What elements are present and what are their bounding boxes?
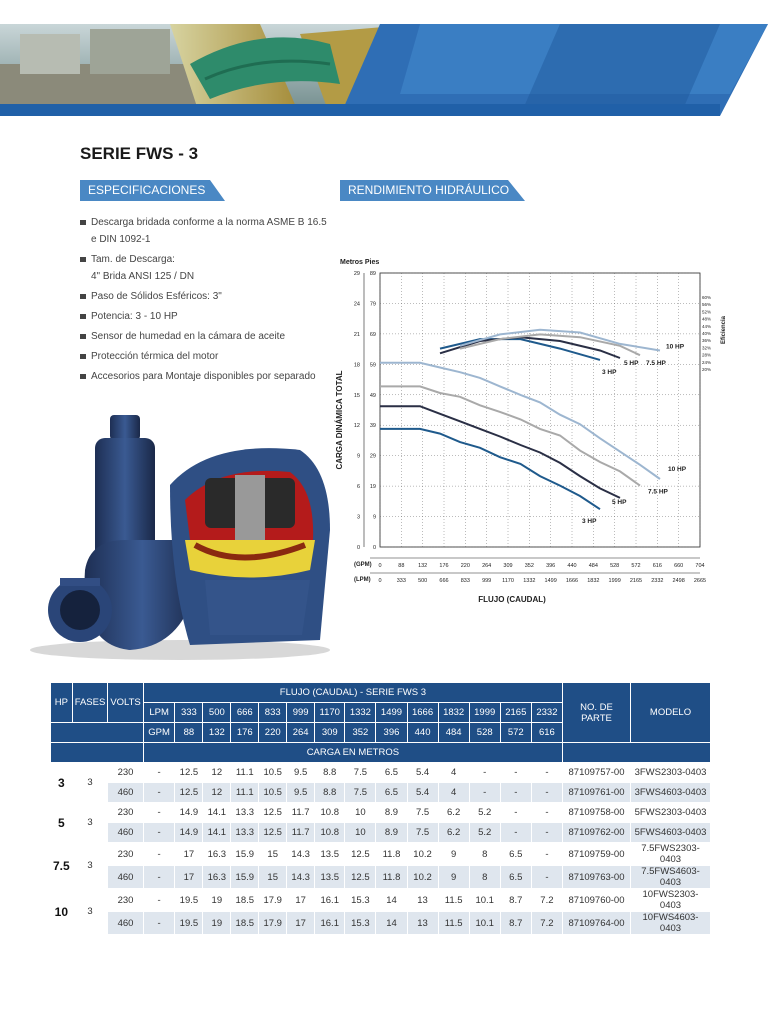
head-cell: 10.1 bbox=[469, 889, 500, 912]
head-cell: 12.5 bbox=[345, 866, 376, 889]
x-tick-gpm: 176 bbox=[439, 563, 449, 569]
head-cell: - bbox=[143, 866, 175, 889]
head-cell: 19 bbox=[203, 889, 231, 912]
head-cell: 8.9 bbox=[376, 823, 407, 843]
header-flow: FLUJO (CAUDAL) - SERIE FWS 3 bbox=[143, 683, 562, 703]
head-cell: 14.1 bbox=[203, 803, 231, 823]
head-cell: 17.9 bbox=[259, 912, 287, 935]
x-tick-lpm: 1666 bbox=[565, 578, 579, 584]
lpm-cell: 1499 bbox=[376, 703, 407, 723]
head-cell: 8.7 bbox=[500, 912, 531, 935]
model-cell: 7.5FWS4603-0403 bbox=[631, 866, 711, 889]
head-cell: 4 bbox=[438, 763, 469, 783]
head-cell: 17 bbox=[287, 889, 315, 912]
y-tick-feet: 89 bbox=[369, 271, 376, 277]
head-cell: 7.2 bbox=[531, 912, 562, 935]
head-cell: - bbox=[531, 803, 562, 823]
head-cell: - bbox=[531, 763, 562, 783]
head-cell: 14.1 bbox=[203, 823, 231, 843]
lpm-label: LPM bbox=[143, 703, 175, 723]
head-cell: 14.3 bbox=[287, 866, 315, 889]
x-tick-gpm: 528 bbox=[610, 563, 620, 569]
header-volts: VOLTS bbox=[108, 683, 143, 723]
head-cell: 10.2 bbox=[407, 866, 438, 889]
head-cell: - bbox=[143, 912, 175, 935]
efficiency-tick: 24% bbox=[702, 359, 712, 365]
part-number-cell: 87109764-00 bbox=[563, 912, 631, 935]
lpm-cell: 333 bbox=[175, 703, 203, 723]
head-cell: 5.4 bbox=[407, 783, 438, 803]
y-tick-feet: 9 bbox=[372, 514, 376, 521]
head-cell: - bbox=[531, 823, 562, 843]
head-cell: 5.2 bbox=[469, 803, 500, 823]
header-hp: HP bbox=[51, 683, 73, 723]
head-cell: 13.3 bbox=[231, 823, 259, 843]
fases-cell: 3 bbox=[72, 889, 108, 935]
y-tick-feet: 0 bbox=[372, 545, 376, 551]
lpm-cell: 1170 bbox=[315, 703, 345, 723]
head-cell: 8 bbox=[469, 866, 500, 889]
volts-cell: 460 bbox=[108, 783, 143, 803]
y-tick-feet: 79 bbox=[369, 301, 376, 308]
hp-cell: 10 bbox=[51, 889, 73, 935]
model-cell: 7.5FWS2303-0403 bbox=[631, 843, 711, 866]
hp-cell: 5 bbox=[51, 803, 73, 843]
head-cell: 11.8 bbox=[376, 866, 407, 889]
lpm-cell: 999 bbox=[287, 703, 315, 723]
head-cell: 10 bbox=[345, 823, 376, 843]
head-cell: 6.5 bbox=[376, 783, 407, 803]
gpm-axis-label: (GPM) bbox=[354, 562, 372, 568]
y-tick-meters: 9 bbox=[356, 453, 360, 460]
head-cell: 11.8 bbox=[376, 843, 407, 866]
chart-y-label: CARGA DINÁMICA TOTAL bbox=[335, 370, 344, 470]
lpm-cell: 2165 bbox=[500, 703, 531, 723]
volts-cell: 230 bbox=[108, 843, 143, 866]
x-tick-gpm: 220 bbox=[460, 563, 470, 569]
fases-cell: 3 bbox=[72, 763, 108, 803]
x-tick-gpm: 660 bbox=[674, 563, 684, 569]
hydraulic-section-title: RENDIMIENTO HIDRÁULICO bbox=[348, 183, 510, 197]
x-tick-lpm: 1332 bbox=[523, 578, 536, 584]
head-cell: 8.9 bbox=[376, 803, 407, 823]
head-cell: 7.5 bbox=[345, 763, 376, 783]
head-cell: 10.8 bbox=[315, 803, 345, 823]
head-cell: 13.5 bbox=[315, 843, 345, 866]
head-cell: 19.5 bbox=[175, 889, 203, 912]
specs-list bbox=[80, 214, 330, 388]
table-row bbox=[51, 803, 711, 823]
head-cell: 16.1 bbox=[315, 889, 345, 912]
head-cell: - bbox=[531, 843, 562, 866]
lpm-cell: 2332 bbox=[531, 703, 562, 723]
head-cell: 10.8 bbox=[315, 823, 345, 843]
head-cell: 8.7 bbox=[500, 889, 531, 912]
model-cell: 10FWS2303-0403 bbox=[631, 889, 711, 912]
efficiency-tick: 36% bbox=[702, 338, 712, 344]
head-cell: 8.8 bbox=[315, 783, 345, 803]
head-cell: 18.5 bbox=[231, 912, 259, 935]
table-row bbox=[51, 763, 711, 783]
gpm-label: GPM bbox=[143, 723, 175, 743]
head-cell: 13.3 bbox=[231, 803, 259, 823]
efficiency-curve-label: 3 HP bbox=[602, 368, 617, 376]
lpm-cell: 1832 bbox=[438, 703, 469, 723]
x-tick-gpm: 572 bbox=[631, 563, 641, 569]
spec-item: Accesorios para Montaje disponibles por separado bbox=[80, 368, 330, 385]
head-cell: - bbox=[143, 803, 175, 823]
head-cell: 15.9 bbox=[231, 866, 259, 889]
head-cell: 17 bbox=[175, 866, 203, 889]
hydraulic-section-tab bbox=[340, 180, 525, 201]
head-cell: - bbox=[143, 823, 175, 843]
x-tick-gpm: 88 bbox=[398, 563, 405, 569]
x-tick-gpm: 440 bbox=[567, 563, 577, 569]
lpm-cell: 1999 bbox=[469, 703, 500, 723]
head-cell: 14.9 bbox=[175, 823, 203, 843]
spec-item: Tam. de Descarga: 4" Brida ANSI 125 / DN bbox=[80, 251, 330, 285]
y-tick-meters: 3 bbox=[356, 514, 360, 521]
y-tick-feet: 19 bbox=[369, 484, 376, 491]
head-cell: 5.2 bbox=[469, 823, 500, 843]
head-cell: - bbox=[469, 763, 500, 783]
chart-y-units: Metros Pies bbox=[340, 259, 380, 266]
spec-item: Potencia: 3 - 10 HP bbox=[80, 308, 330, 325]
specs-section-title: ESPECIFICACIONES bbox=[88, 183, 206, 197]
model-cell: 10FWS4603-0403 bbox=[631, 912, 711, 935]
head-cell: 9 bbox=[438, 843, 469, 866]
head-cell: 7.5 bbox=[345, 783, 376, 803]
head-cell: - bbox=[500, 803, 531, 823]
performance-table bbox=[50, 682, 711, 935]
table-row bbox=[51, 843, 711, 866]
head-cell: 11.7 bbox=[287, 823, 315, 843]
head-cell: 7.5 bbox=[407, 823, 438, 843]
head-cell: 14 bbox=[376, 889, 407, 912]
head-cell: - bbox=[469, 783, 500, 803]
x-tick-lpm: 333 bbox=[396, 578, 406, 584]
head-cell: 10 bbox=[345, 803, 376, 823]
x-tick-lpm: 1170 bbox=[502, 578, 514, 584]
head-cell: 15.9 bbox=[231, 843, 259, 866]
x-tick-lpm: 833 bbox=[460, 578, 470, 584]
gpm-cell: 264 bbox=[287, 723, 315, 743]
y-tick-meters: 12 bbox=[353, 423, 360, 430]
head-cell: 13.5 bbox=[315, 866, 345, 889]
y-tick-feet: 49 bbox=[369, 392, 376, 399]
volts-cell: 460 bbox=[108, 866, 143, 889]
x-tick-lpm: 1499 bbox=[544, 578, 557, 584]
gpm-cell: 616 bbox=[531, 723, 562, 743]
gpm-cell: 352 bbox=[345, 723, 376, 743]
volts-cell: 460 bbox=[108, 912, 143, 935]
x-tick-gpm: 264 bbox=[482, 563, 492, 569]
head-cell: 12 bbox=[203, 763, 231, 783]
y-tick-meters: 6 bbox=[356, 484, 360, 491]
head-cell: 11.5 bbox=[438, 912, 469, 935]
head-cell: 11.7 bbox=[287, 803, 315, 823]
head-cell: 19 bbox=[203, 912, 231, 935]
head-cell: - bbox=[143, 889, 175, 912]
head-cell: - bbox=[143, 783, 175, 803]
head-cell: 6.5 bbox=[376, 763, 407, 783]
model-cell: 3FWS4603-0403 bbox=[631, 783, 711, 803]
gpm-cell: 484 bbox=[438, 723, 469, 743]
head-cell: 15 bbox=[259, 843, 287, 866]
x-tick-lpm: 2165 bbox=[629, 578, 643, 584]
efficiency-tick: 52% bbox=[702, 309, 712, 315]
spec-item: Paso de Sólidos Esféricos: 3" bbox=[80, 288, 330, 305]
gpm-cell: 572 bbox=[500, 723, 531, 743]
head-cell: 9.5 bbox=[287, 763, 315, 783]
head-cell: - bbox=[500, 823, 531, 843]
y-tick-feet: 39 bbox=[369, 423, 376, 430]
volts-cell: 230 bbox=[108, 763, 143, 783]
lpm-cell: 500 bbox=[203, 703, 231, 723]
gpm-cell: 396 bbox=[376, 723, 407, 743]
x-tick-lpm: 2332 bbox=[651, 578, 664, 584]
gpm-cell: 132 bbox=[203, 723, 231, 743]
header-model: MODELO bbox=[631, 683, 711, 743]
x-tick-gpm: 616 bbox=[652, 563, 662, 569]
head-cell: - bbox=[143, 843, 175, 866]
x-tick-gpm: 132 bbox=[418, 563, 428, 569]
head-cell: - bbox=[500, 783, 531, 803]
model-cell: 5FWS2303-0403 bbox=[631, 803, 711, 823]
x-tick-lpm: 1999 bbox=[608, 578, 621, 584]
head-cell: 10.1 bbox=[469, 912, 500, 935]
head-cell: 14.9 bbox=[175, 803, 203, 823]
efficiency-tick: 48% bbox=[702, 316, 712, 322]
x-tick-gpm: 352 bbox=[524, 563, 534, 569]
y-tick-meters: 29 bbox=[353, 271, 360, 277]
spec-item: Protección térmica del motor bbox=[80, 348, 330, 365]
part-number-cell: 87109763-00 bbox=[563, 866, 631, 889]
head-cell: 6.2 bbox=[438, 803, 469, 823]
x-tick-gpm: 484 bbox=[588, 563, 598, 569]
head-cell: 16.3 bbox=[203, 866, 231, 889]
head-cell: 11.1 bbox=[231, 763, 259, 783]
y-tick-meters: 24 bbox=[353, 301, 360, 308]
efficiency-tick: 32% bbox=[702, 345, 712, 351]
page-title: SERIE FWS - 3 bbox=[80, 144, 199, 163]
head-cell: 12.5 bbox=[345, 843, 376, 866]
head-cell: 12.5 bbox=[175, 783, 203, 803]
head-cell: 19.5 bbox=[175, 912, 203, 935]
x-tick-lpm: 2665 bbox=[693, 578, 707, 584]
head-cell: - bbox=[531, 866, 562, 889]
chart-x-label: FLUJO (CAUDAL) bbox=[478, 595, 546, 604]
head-cell: 12.5 bbox=[175, 763, 203, 783]
head-curve-label: 3 HP bbox=[582, 518, 597, 526]
spec-item: Descarga bridada conforme a la norma ASME B 16.5 e DIN 1092-1 bbox=[80, 214, 330, 248]
performance-chart bbox=[330, 255, 740, 615]
gpm-cell: 528 bbox=[469, 723, 500, 743]
gpm-cell: 309 bbox=[315, 723, 345, 743]
chart-efficiency-label: Eficiencia bbox=[721, 315, 727, 345]
part-number-cell: 87109760-00 bbox=[563, 889, 631, 912]
x-tick-lpm: 0 bbox=[378, 578, 382, 584]
lpm-cell: 666 bbox=[231, 703, 259, 723]
x-tick-gpm: 704 bbox=[695, 563, 705, 569]
head-cell: 16.3 bbox=[203, 843, 231, 866]
y-tick-feet: 29 bbox=[369, 453, 376, 460]
head-cell: 5.4 bbox=[407, 763, 438, 783]
head-cell: 6.5 bbox=[500, 866, 531, 889]
head-cell: 6.2 bbox=[438, 823, 469, 843]
volts-cell: 230 bbox=[108, 889, 143, 912]
head-cell: 11.5 bbox=[438, 889, 469, 912]
x-tick-lpm: 1832 bbox=[587, 578, 600, 584]
table-row bbox=[51, 889, 711, 912]
gpm-cell: 88 bbox=[175, 723, 203, 743]
y-tick-feet: 59 bbox=[369, 362, 376, 369]
pump-image bbox=[30, 410, 340, 665]
part-number-cell: 87109762-00 bbox=[563, 823, 631, 843]
head-cell: 6.5 bbox=[500, 843, 531, 866]
table-row bbox=[51, 866, 711, 889]
head-cell: 8 bbox=[469, 843, 500, 866]
efficiency-tick: 56% bbox=[702, 302, 712, 308]
head-cell: 15 bbox=[259, 866, 287, 889]
header-part: NO. DE PARTE bbox=[563, 683, 631, 743]
table-row bbox=[51, 912, 711, 935]
fases-cell: 3 bbox=[72, 843, 108, 889]
efficiency-tick: 20% bbox=[702, 367, 712, 372]
efficiency-tick: 40% bbox=[702, 331, 712, 336]
head-cell: 10.5 bbox=[259, 783, 287, 803]
head-curve-label: 10 HP bbox=[668, 465, 687, 473]
head-cell: 15.3 bbox=[345, 912, 376, 935]
hp-cell: 3 bbox=[51, 763, 73, 803]
y-tick-meters: 18 bbox=[353, 362, 360, 369]
x-tick-gpm: 396 bbox=[546, 563, 556, 569]
part-number-cell: 87109757-00 bbox=[563, 763, 631, 783]
fases-cell: 3 bbox=[72, 803, 108, 843]
head-curve-label: 7.5 HP bbox=[648, 488, 668, 496]
x-tick-lpm: 2498 bbox=[672, 578, 685, 584]
part-number-cell: 87109759-00 bbox=[563, 843, 631, 866]
gpm-cell: 440 bbox=[407, 723, 438, 743]
head-cell: 16.1 bbox=[315, 912, 345, 935]
y-tick-meters: 21 bbox=[353, 331, 360, 338]
lpm-cell: 1666 bbox=[407, 703, 438, 723]
head-cell: 13 bbox=[407, 889, 438, 912]
head-cell: 17 bbox=[287, 912, 315, 935]
head-cell: - bbox=[531, 783, 562, 803]
header-banner bbox=[0, 24, 768, 116]
head-cell: 14.3 bbox=[287, 843, 315, 866]
head-cell: 9 bbox=[438, 866, 469, 889]
x-tick-gpm: 309 bbox=[503, 563, 513, 569]
head-cell: 8.8 bbox=[315, 763, 345, 783]
efficiency-curve-label: 5 HP bbox=[624, 360, 639, 368]
head-cell: 17 bbox=[175, 843, 203, 866]
head-cell: 7.5 bbox=[407, 803, 438, 823]
head-cell: - bbox=[500, 763, 531, 783]
head-cell: 15.3 bbox=[345, 889, 376, 912]
efficiency-tick: 28% bbox=[702, 352, 712, 358]
lpm-cell: 833 bbox=[259, 703, 287, 723]
head-cell: 13 bbox=[407, 912, 438, 935]
gpm-cell: 220 bbox=[259, 723, 287, 743]
x-tick-lpm: 500 bbox=[418, 578, 428, 584]
banner-graphic bbox=[0, 24, 768, 116]
efficiency-tick: 60% bbox=[702, 295, 712, 300]
table-row bbox=[51, 823, 711, 843]
x-tick-lpm: 999 bbox=[482, 578, 492, 584]
model-cell: 5FWS4603-0403 bbox=[631, 823, 711, 843]
part-number-cell: 87109761-00 bbox=[563, 783, 631, 803]
gpm-cell: 176 bbox=[231, 723, 259, 743]
lpm-axis-label: (LPM) bbox=[354, 577, 371, 583]
head-cell: - bbox=[143, 763, 175, 783]
head-curve-label: 5 HP bbox=[612, 498, 627, 506]
volts-cell: 230 bbox=[108, 803, 143, 823]
x-tick-gpm: 0 bbox=[378, 563, 382, 569]
head-cell: 12.5 bbox=[259, 803, 287, 823]
table-row bbox=[51, 783, 711, 803]
x-tick-lpm: 666 bbox=[439, 578, 449, 584]
header-fases: FASES bbox=[72, 683, 108, 723]
spec-item: Sensor de humedad en la cámara de aceite bbox=[80, 328, 330, 345]
head-cell: 10.5 bbox=[259, 763, 287, 783]
head-cell: 17.9 bbox=[259, 889, 287, 912]
head-cell: 14 bbox=[376, 912, 407, 935]
efficiency-tick: 44% bbox=[702, 323, 712, 329]
lpm-cell: 1332 bbox=[345, 703, 376, 723]
y-tick-meters: 0 bbox=[356, 545, 360, 551]
head-cell: 9.5 bbox=[287, 783, 315, 803]
efficiency-curve-label: 10 HP bbox=[666, 343, 685, 351]
volts-cell: 460 bbox=[108, 823, 143, 843]
specs-section-tab bbox=[80, 180, 225, 201]
head-cell: 18.5 bbox=[231, 889, 259, 912]
y-tick-meters: 15 bbox=[353, 392, 360, 399]
head-cell: 12 bbox=[203, 783, 231, 803]
part-number-cell: 87109758-00 bbox=[563, 803, 631, 823]
head-cell: 11.1 bbox=[231, 783, 259, 803]
model-cell: 3FWS2303-0403 bbox=[631, 763, 711, 783]
hp-cell: 7.5 bbox=[51, 843, 73, 889]
y-tick-feet: 69 bbox=[369, 331, 376, 338]
head-cell: 4 bbox=[438, 783, 469, 803]
efficiency-curve-label: 7.5 HP bbox=[646, 360, 666, 368]
carga-label: CARGA EN METROS bbox=[143, 743, 562, 763]
head-cell: 12.5 bbox=[259, 823, 287, 843]
head-cell: 7.2 bbox=[531, 889, 562, 912]
head-cell: 10.2 bbox=[407, 843, 438, 866]
